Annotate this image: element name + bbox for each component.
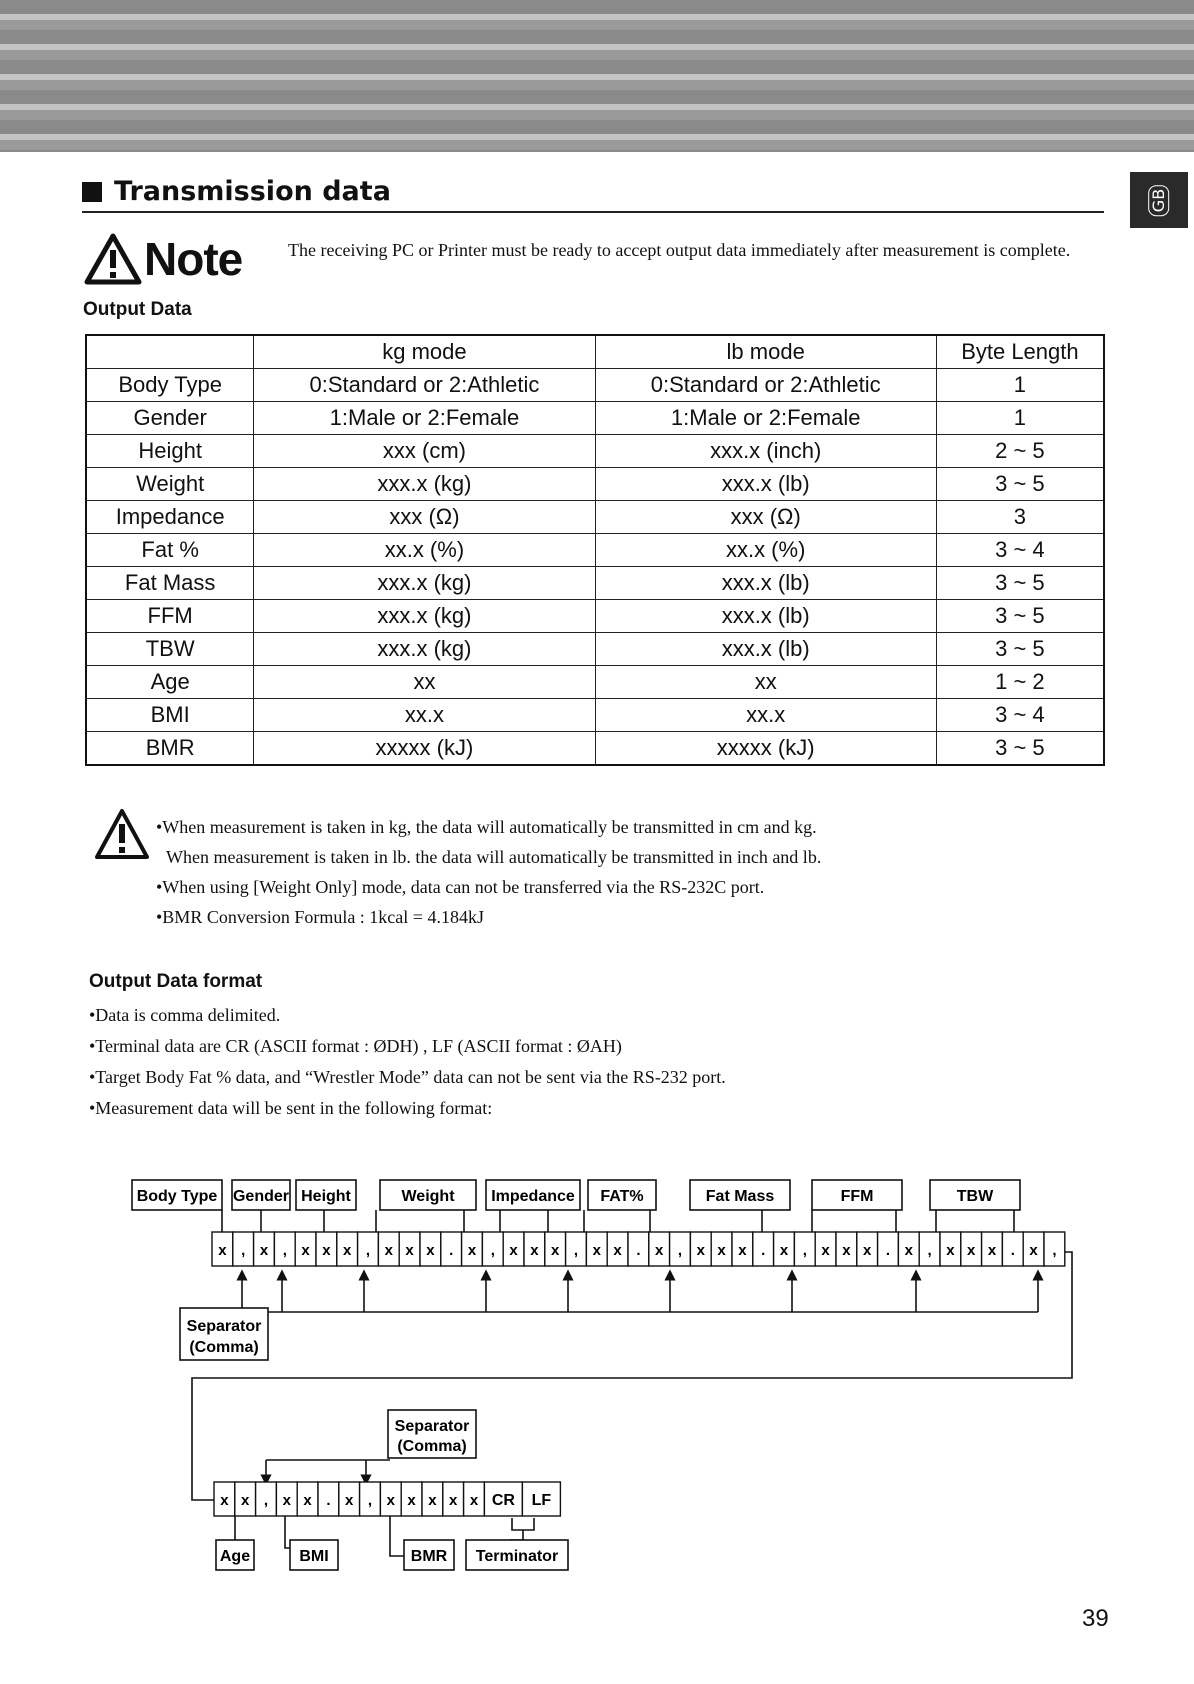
field-label-box: [486, 1180, 580, 1210]
terminator-cell: [522, 1482, 560, 1516]
table-cell: xxxxx (kJ): [595, 732, 936, 766]
data-char-cell: [607, 1232, 628, 1266]
data-string-row-2: [214, 1482, 560, 1516]
header-band: [0, 0, 1194, 152]
data-char: x: [301, 1242, 310, 1259]
note-word: Note: [144, 233, 243, 285]
data-char-cell: [524, 1232, 545, 1266]
field-label-box: [380, 1180, 476, 1210]
data-char-cell: [256, 1482, 277, 1516]
table-cell: xxx.x (kg): [254, 633, 595, 666]
table-cell: xx: [595, 666, 936, 699]
data-char: x: [655, 1242, 664, 1259]
table-cell: xx.x (%): [254, 534, 595, 567]
data-char-cell: [628, 1232, 649, 1266]
table-row: [86, 600, 1104, 633]
output-data-table: [85, 334, 1105, 766]
field-label-box: [296, 1180, 356, 1210]
data-char: x: [386, 1492, 395, 1509]
data-char-cell: [961, 1232, 982, 1266]
table-header-cell: Byte Length: [936, 335, 1104, 369]
data-char-cell: [360, 1482, 381, 1516]
data-char: x: [449, 1492, 458, 1509]
output-format-heading: Output Data format: [89, 971, 263, 992]
bottom-label-box-text: BMI: [299, 1548, 329, 1565]
data-char-cell: [318, 1482, 339, 1516]
data-char-cell: [443, 1482, 464, 1516]
separator-line: (Comma): [397, 1438, 467, 1455]
table-cell: xx.x (%): [595, 534, 936, 567]
field-label-boxes: [132, 1180, 1020, 1210]
terminator-char: LF: [531, 1492, 552, 1509]
data-char: x: [821, 1242, 830, 1259]
data-char-cell: [464, 1482, 485, 1516]
table-cell: xxx (Ω): [595, 501, 936, 534]
data-char-cell: [401, 1482, 422, 1516]
data-char: ,: [282, 1242, 287, 1259]
table-row: [86, 369, 1104, 402]
field-label-box: [132, 1180, 222, 1210]
data-char: ,: [677, 1242, 683, 1259]
table-cell: xxx.x (lb): [595, 468, 936, 501]
table-cell: 1:Male or 2:Female: [254, 402, 595, 435]
data-char-cell: [462, 1232, 483, 1266]
field-label-box: [930, 1180, 1020, 1210]
data-char-cell: [857, 1232, 878, 1266]
language-tab: [1130, 172, 1188, 228]
data-char-cell: [378, 1232, 399, 1266]
data-char: x: [551, 1242, 560, 1259]
data-char-cell: [233, 1232, 254, 1266]
data-char: x: [469, 1492, 479, 1509]
data-char-cell: [441, 1232, 462, 1266]
data-char: x: [509, 1242, 518, 1259]
data-char-cell: [420, 1232, 441, 1266]
table-row: [86, 402, 1104, 435]
data-char-cell: [545, 1232, 566, 1266]
field-label-box-text: FAT%: [600, 1188, 644, 1205]
data-char-cell: [815, 1232, 836, 1266]
output-data-heading: Output Data: [83, 299, 192, 320]
data-char-cell: [254, 1232, 275, 1266]
table-cell: xx: [254, 666, 595, 699]
table-cell: 3 ~ 5: [936, 633, 1104, 666]
table-cell: xxx.x (lb): [595, 633, 936, 666]
bottom-label-box: [290, 1540, 338, 1570]
field-label-box-text: FFM: [840, 1188, 874, 1205]
bottom-label-box-text: Age: [219, 1548, 251, 1565]
data-char: x: [426, 1242, 435, 1259]
data-char-cell: [212, 1232, 233, 1266]
table-row: [86, 633, 1104, 666]
table-cell: Weight: [86, 468, 254, 501]
bottom-label-box: [216, 1540, 254, 1570]
data-char: x: [717, 1242, 726, 1259]
data-char-cell: [794, 1232, 815, 1266]
language-tab-label: GB: [1149, 184, 1170, 215]
data-char: x: [946, 1242, 955, 1259]
field-label-box-text: Weight: [401, 1188, 455, 1205]
data-char: ,: [241, 1242, 246, 1259]
data-char: x: [1029, 1242, 1038, 1259]
data-char: .: [761, 1242, 766, 1259]
data-char: x: [904, 1242, 913, 1259]
data-char: x: [343, 1242, 352, 1259]
data-char-cell: [711, 1232, 732, 1266]
data-char-cell: [898, 1232, 919, 1266]
bullet-square-icon: [82, 182, 102, 202]
table-header-cell: kg mode: [254, 335, 595, 369]
terminator-cell: [484, 1482, 522, 1516]
terminator-char: CR: [491, 1492, 515, 1509]
field-label-box-text: Fat Mass: [705, 1188, 775, 1205]
data-char: x: [405, 1242, 414, 1259]
table-cell: 3 ~ 5: [936, 732, 1104, 766]
separator-line: Separator: [394, 1418, 470, 1435]
data-char-cell: [380, 1482, 401, 1516]
data-char: x: [863, 1242, 872, 1259]
data-char-cell: [774, 1232, 795, 1266]
table-cell: BMR: [86, 732, 254, 766]
data-char: x: [842, 1242, 851, 1259]
table-row: [86, 732, 1104, 766]
bottom-label-box: [466, 1540, 568, 1570]
field-label-box-text: Body Type: [136, 1188, 218, 1205]
data-char: .: [449, 1242, 454, 1259]
data-char: ,: [573, 1242, 579, 1259]
data-char-cell: [399, 1232, 420, 1266]
data-char: x: [428, 1492, 437, 1509]
format-bullet: •Data is comma delimited.: [89, 1005, 281, 1025]
table-cell: Gender: [86, 402, 254, 435]
data-char: x: [779, 1242, 789, 1259]
table-cell: TBW: [86, 633, 254, 666]
data-char: x: [259, 1242, 269, 1259]
table-cell: xxx.x (lb): [595, 567, 936, 600]
data-char: x: [241, 1492, 250, 1509]
table-cell: 1: [936, 402, 1104, 435]
table-cell: xx.x: [254, 699, 595, 732]
data-char: .: [326, 1492, 331, 1509]
table-cell: xxx (cm): [254, 435, 595, 468]
table-cell: 3 ~ 4: [936, 699, 1104, 732]
table-cell: 3: [936, 501, 1104, 534]
table-cell: 1:Male or 2:Female: [595, 402, 936, 435]
data-char: x: [407, 1492, 416, 1509]
data-char-cell: [878, 1232, 899, 1266]
page-number: 39: [1082, 1605, 1109, 1632]
table-cell: Body Type: [86, 369, 254, 402]
data-char-cell: [1002, 1232, 1023, 1266]
data-char-cell: [836, 1232, 857, 1266]
table-cell: FFM: [86, 600, 254, 633]
table-cell: 2 ~ 5: [936, 435, 1104, 468]
table-row: [86, 567, 1104, 600]
data-char-cell: [422, 1482, 443, 1516]
data-char-cell: [586, 1232, 607, 1266]
table-cell: xxx.x (kg): [254, 600, 595, 633]
warning-icon: [84, 233, 142, 285]
table-cell: Height: [86, 435, 254, 468]
separator-line: (Comma): [189, 1339, 259, 1356]
table-cell: 3 ~ 4: [936, 534, 1104, 567]
data-char: .: [885, 1242, 891, 1259]
table-row: [86, 435, 1104, 468]
data-char: x: [384, 1242, 393, 1259]
data-char: ,: [365, 1242, 371, 1259]
data-char-cell: [566, 1232, 587, 1266]
data-char-cell: [316, 1232, 337, 1266]
format-bullet-list: [89, 1000, 726, 1124]
caution-list: [156, 812, 821, 932]
section-title: [82, 176, 391, 207]
table-cell: 1: [936, 369, 1104, 402]
data-char: x: [530, 1242, 539, 1259]
table-cell: 1 ~ 2: [936, 666, 1104, 699]
table-header-cell: [86, 335, 254, 369]
data-char: ,: [490, 1242, 495, 1259]
field-label-box-text: Gender: [232, 1188, 290, 1205]
table-cell: 0:Standard or 2:Athletic: [595, 369, 936, 402]
data-char-cell: [503, 1232, 524, 1266]
data-char-cell: [276, 1482, 297, 1516]
data-char-cell: [982, 1232, 1003, 1266]
data-char-cell: [670, 1232, 691, 1266]
separator-line: Separator: [186, 1318, 262, 1335]
data-char: x: [322, 1242, 331, 1259]
table-cell: xxx (Ω): [254, 501, 595, 534]
format-bullet: •Target Body Fat % data, and “Wrestler Mode” data can not be sent via the RS-232 port.: [89, 1067, 726, 1087]
data-char: .: [636, 1242, 641, 1259]
data-char: ,: [367, 1492, 373, 1509]
field-label-box: [690, 1180, 790, 1210]
data-char: x: [987, 1242, 997, 1259]
field-label-box-text: Height: [301, 1188, 351, 1205]
table-cell: Age: [86, 666, 254, 699]
data-char-cell: [649, 1232, 670, 1266]
data-char-cell: [337, 1232, 358, 1266]
field-label-box-text: Impedance: [491, 1188, 575, 1205]
warning-icon: [94, 808, 150, 860]
data-char: x: [220, 1492, 229, 1509]
data-char: x: [303, 1492, 312, 1509]
caution-item: •When measurement is taken in kg, the data will automatically be transmitted in cm and kg.: [156, 817, 817, 837]
table-cell: xx.x: [595, 699, 936, 732]
data-char-cell: [235, 1482, 256, 1516]
data-char: ,: [263, 1492, 269, 1509]
bottom-label-box: [404, 1540, 454, 1570]
data-char: ,: [802, 1242, 807, 1259]
table-row: [86, 468, 1104, 501]
format-bullet: •Measurement data will be sent in the following format:: [89, 1098, 493, 1118]
table-cell: Impedance: [86, 501, 254, 534]
table-row: [86, 534, 1104, 567]
table-cell: BMI: [86, 699, 254, 732]
note-label: [84, 232, 242, 286]
table-header-cell: lb mode: [595, 335, 936, 369]
data-char-cell: [1023, 1232, 1044, 1266]
bottom-label-box-text: BMR: [410, 1548, 448, 1565]
table-cell: 3 ~ 5: [936, 567, 1104, 600]
separator-label: [388, 1410, 476, 1458]
table-cell: Fat Mass: [86, 567, 254, 600]
field-label-box: [232, 1180, 290, 1210]
format-bullet: •Terminal data are CR (ASCII format : ØDH) , LF (ASCII format : ØAH): [89, 1036, 622, 1056]
table-row: [86, 666, 1104, 699]
separator-label: [180, 1308, 268, 1360]
data-char-cell: [214, 1482, 235, 1516]
data-format-diagram: [0, 1160, 1194, 1580]
data-char-cell: [482, 1232, 503, 1266]
field-label-box-text: TBW: [956, 1188, 994, 1205]
table-cell: xxx.x (kg): [254, 567, 595, 600]
caution-item: •BMR Conversion Formula : 1kcal = 4.184kJ: [156, 907, 484, 927]
note-text: The receiving PC or Printer must be ready to accept output data immediately after measurement is complete.: [288, 240, 1071, 260]
table-row: [86, 699, 1104, 732]
bottom-label-boxes: [216, 1540, 568, 1570]
caution-icon-wrap: [94, 808, 150, 864]
table-header-row: [86, 335, 1104, 369]
field-label-box: [812, 1180, 902, 1210]
data-char-cell: [358, 1232, 379, 1266]
data-char-cell: [295, 1232, 316, 1266]
data-string-row-1: [212, 1232, 1065, 1266]
data-char-cell: [297, 1482, 318, 1516]
data-char-cell: [753, 1232, 774, 1266]
data-char-cell: [940, 1232, 961, 1266]
data-char: x: [467, 1242, 477, 1259]
table-cell: xxx.x (kg): [254, 468, 595, 501]
data-char: x: [218, 1242, 227, 1259]
data-char: x: [613, 1242, 622, 1259]
title-rule: [82, 211, 1104, 213]
data-char: x: [696, 1242, 705, 1259]
table-cell: xxx.x (inch): [595, 435, 936, 468]
data-char: ,: [927, 1242, 932, 1259]
table-cell: 0:Standard or 2:Athletic: [254, 369, 595, 402]
caution-item: •When using [Weight Only] mode, data can not be transferred via the RS-232C port.: [156, 877, 765, 897]
table-cell: 3 ~ 5: [936, 468, 1104, 501]
table-cell: xxxxx (kJ): [254, 732, 595, 766]
data-char: ,: [1052, 1242, 1057, 1259]
data-char: x: [345, 1492, 354, 1509]
table-cell: 3 ~ 5: [936, 600, 1104, 633]
table-cell: Fat %: [86, 534, 254, 567]
table-row: [86, 501, 1104, 534]
data-char: x: [282, 1492, 291, 1509]
table-cell: xxx.x (lb): [595, 600, 936, 633]
data-char: x: [738, 1242, 747, 1259]
caution-item: When measurement is taken in lb. the data will automatically be transmitted in inch and lb.: [166, 847, 822, 867]
data-char-cell: [274, 1232, 295, 1266]
data-char: .: [1010, 1242, 1015, 1259]
data-char-cell: [919, 1232, 940, 1266]
data-char: x: [592, 1242, 601, 1259]
bottom-label-box-text: Terminator: [475, 1548, 559, 1565]
data-char-cell: [690, 1232, 711, 1266]
data-char-cell: [1044, 1232, 1065, 1266]
data-char-cell: [732, 1232, 753, 1266]
data-char-cell: [339, 1482, 360, 1516]
section-title-text: Transmission data: [114, 176, 391, 207]
field-label-box: [588, 1180, 656, 1210]
data-char: x: [967, 1242, 976, 1259]
